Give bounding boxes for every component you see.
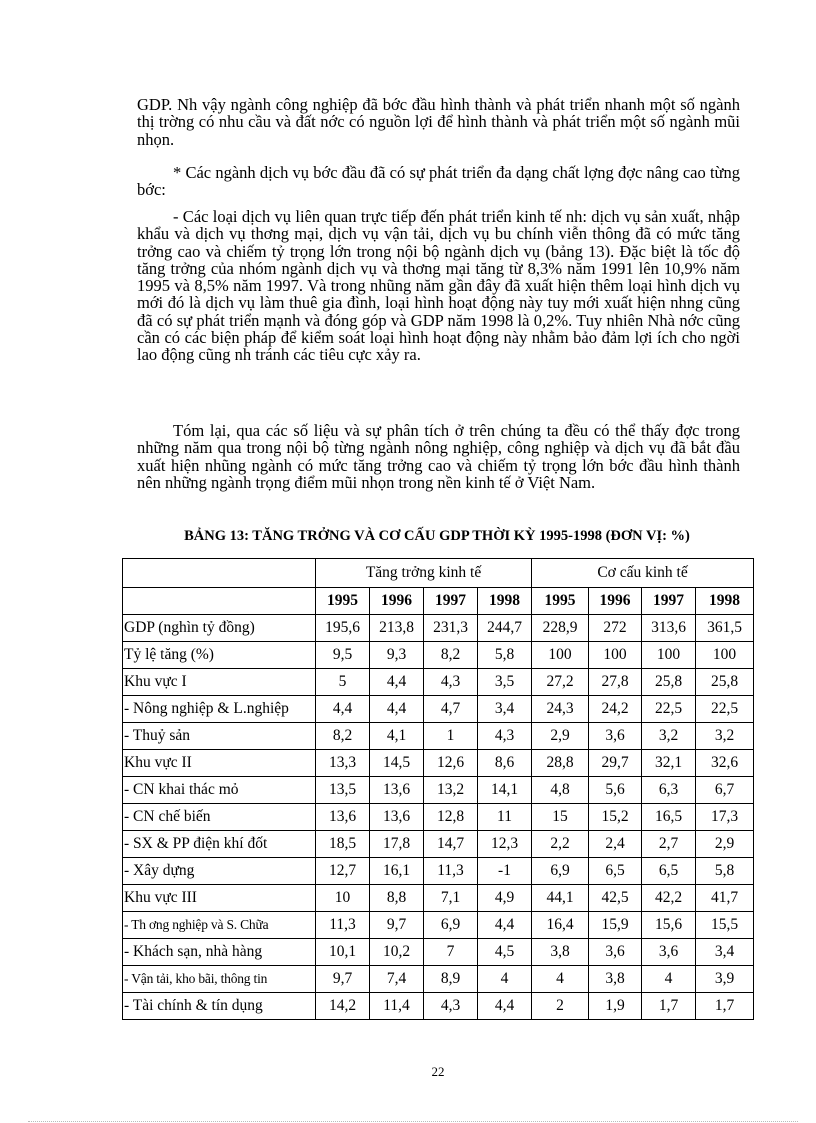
table-cell: 8,6 [478,750,532,777]
paragraph-services-heading: * Các ngành dịch vụ bớc đầu đã có sự phát triển đa dạng chất lợng đợc nâng cao từng bớc: [137,163,740,200]
table-cell: 100 [642,642,696,669]
table-cell: 13,5 [316,777,370,804]
table-cell: 2,9 [532,723,589,750]
table-cell: 15,6 [642,912,696,939]
table-cell: 6,5 [642,858,696,885]
table-cell: 4 [532,966,589,993]
table-row [123,669,754,696]
table-cell: 25,8 [642,669,696,696]
header-growth: Tăng trởng kinh tế [316,559,532,588]
table-cell: 3,9 [696,966,754,993]
table-header-groups [123,559,754,588]
table-cell: 9,7 [316,966,370,993]
table-cell: 1,9 [589,993,642,1020]
table-cell: 231,3 [424,615,478,642]
table-cell: 27,2 [532,669,589,696]
table-cell: 4,3 [478,723,532,750]
table-cell: 3,6 [642,939,696,966]
page-number: 22 [431,1064,445,1079]
table-cell: 1,7 [642,993,696,1020]
table-cell: 2,4 [589,831,642,858]
table-cell: 17,3 [696,804,754,831]
table-cell: 100 [696,642,754,669]
table-cell: 8,2 [424,642,478,669]
table-cell: 3,8 [589,966,642,993]
table-cell: 5,8 [696,858,754,885]
table-cell: 27,8 [589,669,642,696]
header-year: 1997 [424,588,478,615]
table-cell: 4,4 [478,912,532,939]
table-cell: 2 [532,993,589,1020]
table-cell: 14,5 [370,750,424,777]
table-cell: 213,8 [370,615,424,642]
row-label: - Nông nghiệp & L.nghiệp [123,696,316,723]
table-cell: 13,6 [370,777,424,804]
table-cell: 9,7 [370,912,424,939]
table-cell: 5 [316,669,370,696]
table-row [123,615,754,642]
table-cell: 3,4 [478,696,532,723]
table-row [123,993,754,1020]
table-row [123,642,754,669]
table-cell: 16,4 [532,912,589,939]
table-cell: 29,7 [589,750,642,777]
table-cell: 22,5 [696,696,754,723]
header-year: 1998 [478,588,532,615]
table-cell: 24,2 [589,696,642,723]
row-label: GDP (nghìn tỷ đồng) [123,615,316,642]
table-cell: 11 [478,804,532,831]
table-row [123,912,754,939]
table-cell: 25,8 [696,669,754,696]
table-cell: 12,3 [478,831,532,858]
table-cell: 6,9 [424,912,478,939]
table-row [123,966,754,993]
row-label: - Khách sạn, nhà hàng [123,939,316,966]
table-cell: 4,3 [424,669,478,696]
table-cell: 100 [532,642,589,669]
table-cell: 4 [478,966,532,993]
table-cell: 13,2 [424,777,478,804]
header-year: 1995 [316,588,370,615]
table-cell: 15 [532,804,589,831]
table-cell: 10,1 [316,939,370,966]
table-row [123,723,754,750]
table-cell: 3,2 [642,723,696,750]
table-header-years [123,588,754,615]
table-cell: 7 [424,939,478,966]
table-cell: 4 [642,966,696,993]
table-cell: 10,2 [370,939,424,966]
table-cell: 14,2 [316,993,370,1020]
table-row [123,939,754,966]
paragraph-industry-conclusion: GDP. Nh vậy ngành công nghiệp đã bớc đầu hình thành và phát triển nhanh một số ngành thị trờng có nhu cầu và đất nớc có nguồn lợi để hình thành và phát triển một số ngành mũi nhọn. [137,95,740,149]
table-cell: 4,5 [478,939,532,966]
table-row [123,804,754,831]
table-cell: 1 [424,723,478,750]
row-label: - CN khai thác mỏ [123,777,316,804]
table-cell: 4,7 [424,696,478,723]
table-cell: 5,6 [589,777,642,804]
table-cell: 16,5 [642,804,696,831]
table-cell: 12,8 [424,804,478,831]
table-row [123,831,754,858]
table-cell: 3,5 [478,669,532,696]
table-cell: 42,5 [589,885,642,912]
paragraph-summary: Tóm lại, qua các số liệu và sự phân tích ở trên chúng ta đều có thể thấy đợc trong những năm qua trong nội bộ từng ngành nông nghiệp, công nghiệp và dịch vụ đã bắt đầu xuất hiện nhũng ngành có mức tăng trởng cao và chiếm tỷ trọng lớn bớc đầu hình thành nên những ngành trọng điểm mũi nhọn trong nền kinh tế ở Việt Nam. [137,421,740,492]
table-cell: 18,5 [316,831,370,858]
table-cell: 13,6 [370,804,424,831]
table-cell: 11,3 [316,912,370,939]
header-blank-cell [123,559,316,588]
row-label: Khu vực III [123,885,316,912]
table-cell: 4,4 [316,696,370,723]
table-cell: 313,6 [642,615,696,642]
table-cell: 244,7 [478,615,532,642]
table-cell: 6,9 [532,858,589,885]
table-cell: 9,3 [370,642,424,669]
table-cell: 6,3 [642,777,696,804]
table-cell: 12,6 [424,750,478,777]
table-cell: 2,7 [642,831,696,858]
table-cell: 13,6 [316,804,370,831]
table-cell: 272 [589,615,642,642]
row-label: - CN chế biến [123,804,316,831]
table-cell: 3,8 [532,939,589,966]
table-cell: 3,2 [696,723,754,750]
table-cell: 7,4 [370,966,424,993]
row-label: - SX & PP điện khí đốt [123,831,316,858]
table-cell: 4,8 [532,777,589,804]
table-cell: 14,1 [478,777,532,804]
table-cell: 8,9 [424,966,478,993]
table-cell: 15,2 [589,804,642,831]
header-year: 1997 [642,588,696,615]
row-label: Khu vực II [123,750,316,777]
table-cell: 10 [316,885,370,912]
table-cell: 3,6 [589,939,642,966]
row-label: - Th ơng nghiệp và S. Chữa [123,912,316,939]
header-blank-cell [123,588,316,615]
table-cell: 4,1 [370,723,424,750]
table-cell: 32,1 [642,750,696,777]
table-cell: 6,7 [696,777,754,804]
row-label: - Tài chính & tín dụng [123,993,316,1020]
table-cell: 3,4 [696,939,754,966]
table-cell: 361,5 [696,615,754,642]
table-cell: 195,6 [316,615,370,642]
table-cell: 8,2 [316,723,370,750]
table-cell: 4,4 [370,669,424,696]
table-cell: 2,9 [696,831,754,858]
table-row [123,858,754,885]
table-cell: 22,5 [642,696,696,723]
table-cell: 3,6 [589,723,642,750]
table-cell: 12,7 [316,858,370,885]
table-cell: 228,9 [532,615,589,642]
table-cell: 6,5 [589,858,642,885]
table-cell: 8,8 [370,885,424,912]
header-year: 1996 [370,588,424,615]
header-structure: Cơ cấu kinh tế [532,559,754,588]
table-cell: -1 [478,858,532,885]
paragraph-services-detail: - Các loại dịch vụ liên quan trực tiếp đến phát triển kinh tế nh: dịch vụ sản xuất, nhập khẩu và dịch vụ thơng mại, dịch vụ vận tải, dịch vụ bu chính viễn thông đã có mức tăng trởng cao và chiếm tỷ trọng lớn trong nội bộ ngành dịch vụ (bảng 13). Đặc biệt là tốc độ tăng trởng của nhóm ngành dịch vụ và thơng mại tăng từ 8,3% năm 1991 lên 10,9% năm 1995 và 8,5% năm 1997. Và trong nhũng năm gần đây đã xuất hiện thêm loại hình dịch vụ mới đó là dịch vụ làm thuê gia đình, loại hình hoạt động này tuy mới xuất hiện nhng cũng đã có sự phát triển mạnh và đóng góp và GDP năm 1998 là 0,2%. Tuy nhiên Nhà nớc cũng cần có các biện pháp để kiểm soát loại hình hoạt động này nhằm bảo đảm lợi ích cho ngời lao động cũng nh tránh các tiêu cực xảy ra. [137,207,740,365]
table-cell: 4,3 [424,993,478,1020]
table-cell: 44,1 [532,885,589,912]
table-cell: 15,9 [589,912,642,939]
table-row [123,777,754,804]
header-year: 1998 [696,588,754,615]
table-cell: 4,4 [370,696,424,723]
table-cell: 2,2 [532,831,589,858]
table-row [123,750,754,777]
table-cell: 15,5 [696,912,754,939]
header-year: 1995 [532,588,589,615]
table-cell: 100 [589,642,642,669]
table-cell: 13,3 [316,750,370,777]
table-cell: 16,1 [370,858,424,885]
table-row [123,696,754,723]
row-label: - Thuỷ sản [123,723,316,750]
table-cell: 41,7 [696,885,754,912]
table-cell: 32,6 [696,750,754,777]
table-cell: 5,8 [478,642,532,669]
row-label: Tỷ lệ tăng (%) [123,642,316,669]
table-cell: 11,3 [424,858,478,885]
table-cell: 9,5 [316,642,370,669]
table-row [123,885,754,912]
footer-divider [28,1121,798,1122]
table-cell: 4,4 [478,993,532,1020]
table-cell: 7,1 [424,885,478,912]
row-label: - Xây dựng [123,858,316,885]
table-caption: BẢNG 13: TĂNG TRỞNG VÀ CƠ CẤU GDP THỜI KỲ 1995-1998 (ĐƠN VỊ: %) [184,528,690,544]
table-cell: 24,3 [532,696,589,723]
row-label: Khu vực I [123,669,316,696]
table-cell: 17,8 [370,831,424,858]
header-year: 1996 [589,588,642,615]
table-cell: 28,8 [532,750,589,777]
table-cell: 42,2 [642,885,696,912]
table-cell: 14,7 [424,831,478,858]
table-cell: 11,4 [370,993,424,1020]
table-cell: 4,9 [478,885,532,912]
row-label: - Vận tải, kho bãi, thông tin [123,966,316,993]
gdp-table [122,558,754,1020]
table-cell: 1,7 [696,993,754,1020]
